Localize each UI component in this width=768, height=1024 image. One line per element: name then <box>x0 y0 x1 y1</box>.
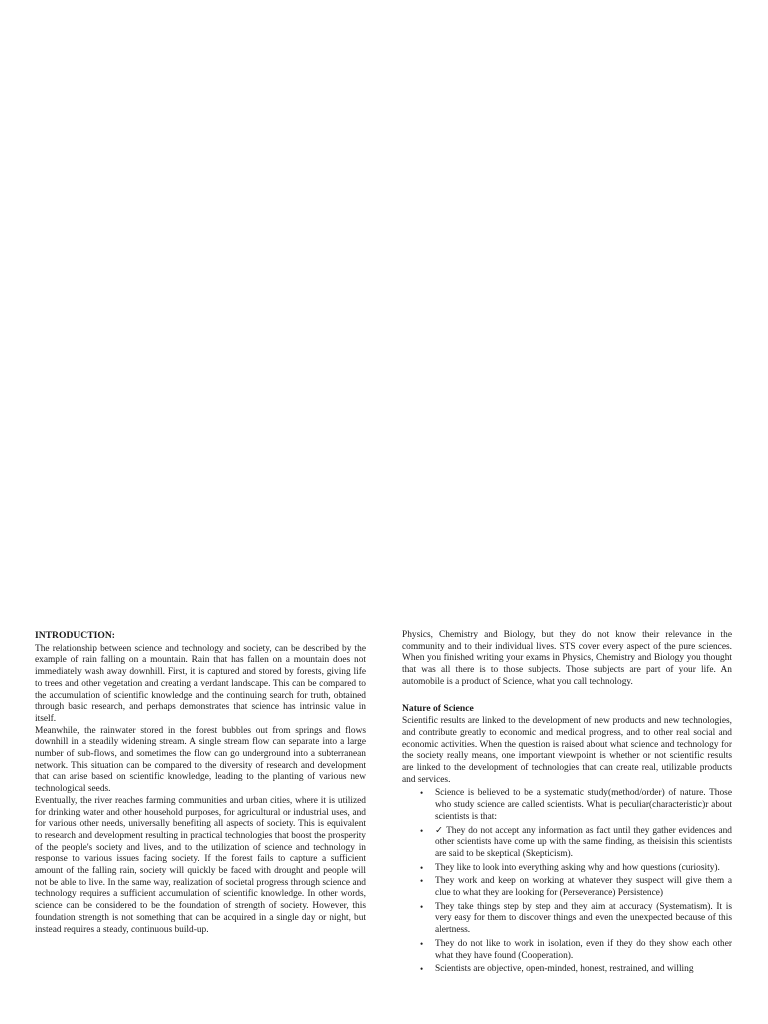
right-column <box>402 630 732 978</box>
bullet-icon: • <box>420 964 424 975</box>
list-item-text: They work and keep on working at whatever they suspect will give them a clue to what they are looking for (Perseverance) Persistence) <box>435 876 732 899</box>
list-item-text: They take things step by step and they aim at accuracy (Systematism). It is very easy for them to discover things and even the unexpected because of this alertness. <box>435 901 732 936</box>
bullet-icon: • <box>420 788 424 799</box>
list-item <box>420 825 732 861</box>
intro-paragraph-3: Eventually, the river reaches farming communities and urban cities, where it is utilized for drinking water and other household purposes, for agricultural or industrial uses, and for various other needs, universally benefiting all aspects of society. This is equivalent to research and development resulting in practical technologies that boost the prosperity of the people's society and lives, and to the utilization of science and technology in response to various issues facing society. If the forest fails to capture a sufficient amount of the falling rain, society will quickly be faced with drought and people will not be able to live. In the same way, realization of societal progress through science and technology requires a sufficient accumulation of scientific knowledge. In other words, science can be considered to be the foundation of strength of society. However, this foundation strength is not something that can be acquired in a single day or night, but instead requires a steady, continuous build-up. <box>35 795 366 935</box>
section-spacer <box>402 689 732 703</box>
nature-of-science-paragraph: Scientific results are linked to the development of new products and new technologies, and contribute greatly to economic and medical progress, and to other real social and economic activities. When the question is raised about what science and technology for the society really means, one important viewpoint is whether or not scientific results are linked to the development of technologies that can create real, utilizable products and services. <box>402 716 732 785</box>
list-item-text: They like to look into everything asking why and how questions (curiosity). <box>435 862 720 873</box>
scientist-traits-list <box>402 788 732 976</box>
intro-paragraph-1: The relationship between science and technology and society, can be described by the example of rain falling on a mountain. Rain that has fallen on a mountain does not immediately wash away downhill. First, it is captured and stored by forests, giving life to trees and other vegetation and creating a verdant landscape. This can be compared to the accumulation of scientific knowledge and the continuing search for truth, obtained through basic research, and perhaps demonstrates that science has intrinsic value in itself. <box>35 643 366 724</box>
list-item-text: They do not like to work in isolation, even if they do they show each other what they have found (Cooperation). <box>435 938 732 961</box>
bullet-icon: • <box>420 876 424 887</box>
continued-paragraph: Physics, Chemistry and Biology, but they do not know their relevance in the community and to their individual lives. STS cover every aspect of the pure sciences. When you finished writing your exams in Physics, Chemistry and Biology you thought that was all there is to those subjects. Those subjects are part of your life. An automobile is a product of Science, what you call technology. <box>402 630 732 687</box>
list-item <box>420 862 732 875</box>
bullet-icon: • <box>420 862 424 873</box>
list-item <box>420 788 732 823</box>
bullet-icon: • <box>420 938 424 949</box>
introduction-heading: INTRODUCTION: <box>35 630 115 641</box>
left-column <box>35 630 366 936</box>
nature-of-science-heading: Nature of Science <box>402 702 474 714</box>
intro-paragraph-2: Meanwhile, the rainwater stored in the forest bubbles out from springs and flows downhill in a steadily widening stream. A single stream flow can separate into a large number of sub-flows, and sometimes the flow can go underground into a subterranean network. This situation can be compared to the diversity of research and development that can arise based on scientific knowledge, leading to the planting of various new technological seeds. <box>35 725 366 795</box>
bullet-icon: • <box>420 901 424 912</box>
list-item <box>420 901 732 937</box>
list-item-text: ✓ They do not accept any information as fact until they gather evidences and other scientists have come up with the same finding, as theisisin this scientists are said to be skeptical (Skepticism). <box>435 825 732 859</box>
list-item-text: Scientists are objective, open-minded, honest, restrained, and willing <box>435 964 694 975</box>
bullet-icon: • <box>420 825 424 836</box>
list-item <box>420 938 732 962</box>
list-item <box>420 964 732 976</box>
list-item <box>420 876 732 899</box>
list-item-text: Science is believed to be a systematic study(method/order) of nature. Those who study science are called scientists. What is peculiar(characteristic)r about scientists is that: <box>435 788 732 822</box>
